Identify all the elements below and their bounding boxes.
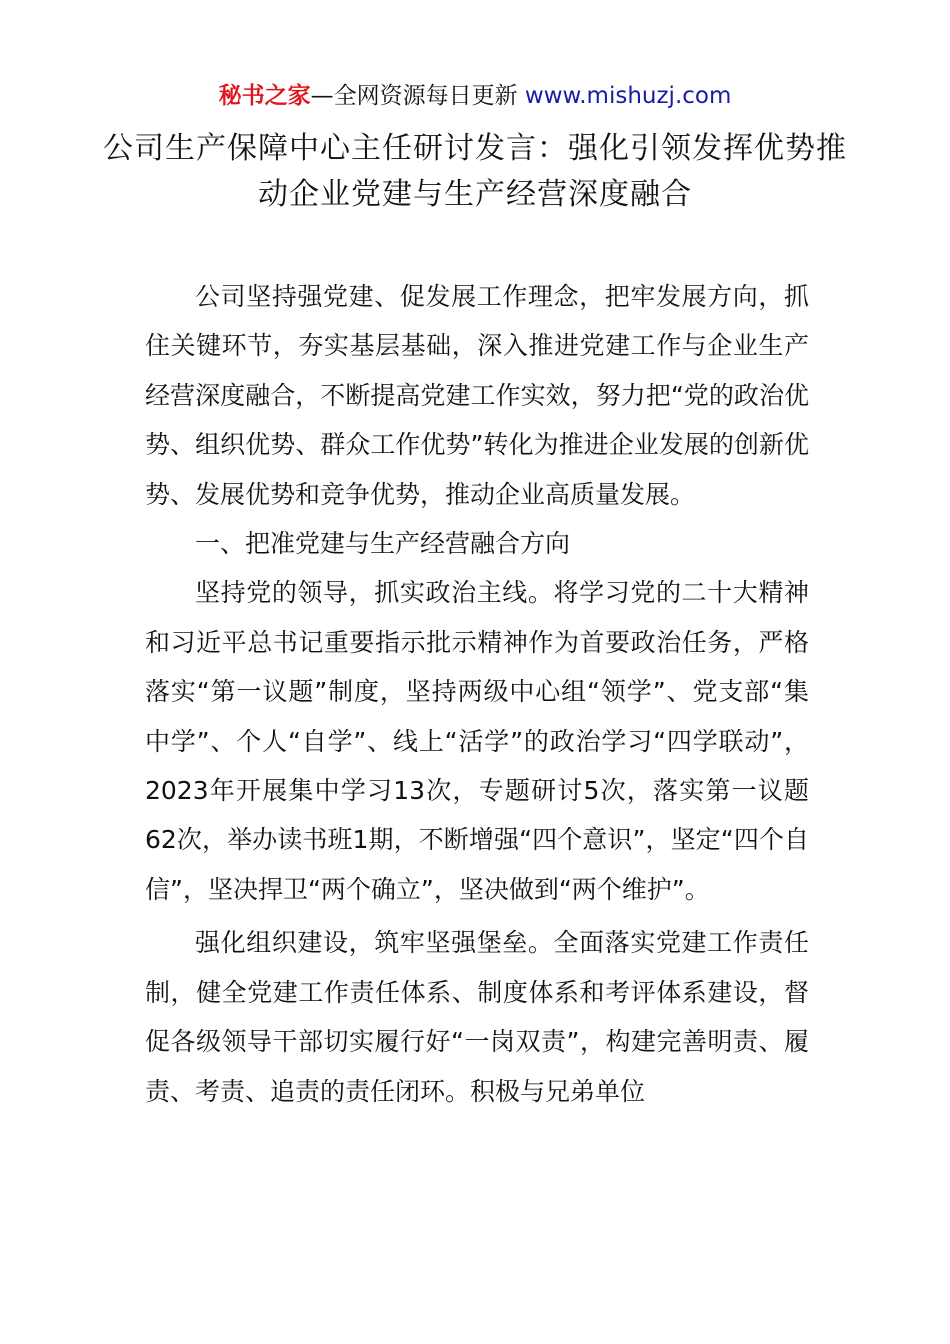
intro-paragraph: 公司坚持强党建、促发展工作理念，把牢发展方向，抓住关键环节，夯实基层基础，深入推进党建工作与企业生产经营深度融合，不断提高党建工作实效，努力把“党的政治优势、组织优势、群众工作优势”转化为推进企业发展的创新优势、发展优势和竞争优势，推动企业高质量发展。	[145, 282, 809, 509]
site-header	[0, 80, 950, 112]
body-paragraph: 坚持党的领导，抓实政治主线。将学习党的二十大精神和习近平总书记重要指示批示精神作为首要政治任务，严格落实“第一议题”制度，坚持两级中心组“领学”、党支部“集中学”、个人“自学”、线上“活学”的政治学习“四学联动”，2023年开展集中学习13次，专题研讨5次，落实第一议题62次，举办读书班1期，不断增强“四个意识”，坚定“四个自信”，坚决捍卫“两个确立”，坚决做到“两个维护”。	[145, 578, 809, 904]
site-brand: 秘书之家	[218, 83, 311, 109]
document-body	[145, 272, 809, 1116]
section-heading: 一、把准党建与生产经营融合方向	[195, 529, 571, 559]
site-tagline: —全网资源每日更新	[310, 83, 518, 109]
document-title: 公司生产保障中心主任研讨发言：强化引领发挥优势推动企业党建与生产经营深度融合	[103, 131, 847, 212]
site-url-link[interactable]: www.mishuzj.com	[524, 83, 732, 109]
body-paragraph: 强化组织建设，筑牢坚强堡垒。全面落实党建工作责任制，健全党建工作责任体系、制度体系和考评体系建设，督促各级领导干部切实履行好“一岗双责”，构建完善明责、履责、考责、追责的责任闭环。积极与兄弟单位	[145, 928, 809, 1106]
